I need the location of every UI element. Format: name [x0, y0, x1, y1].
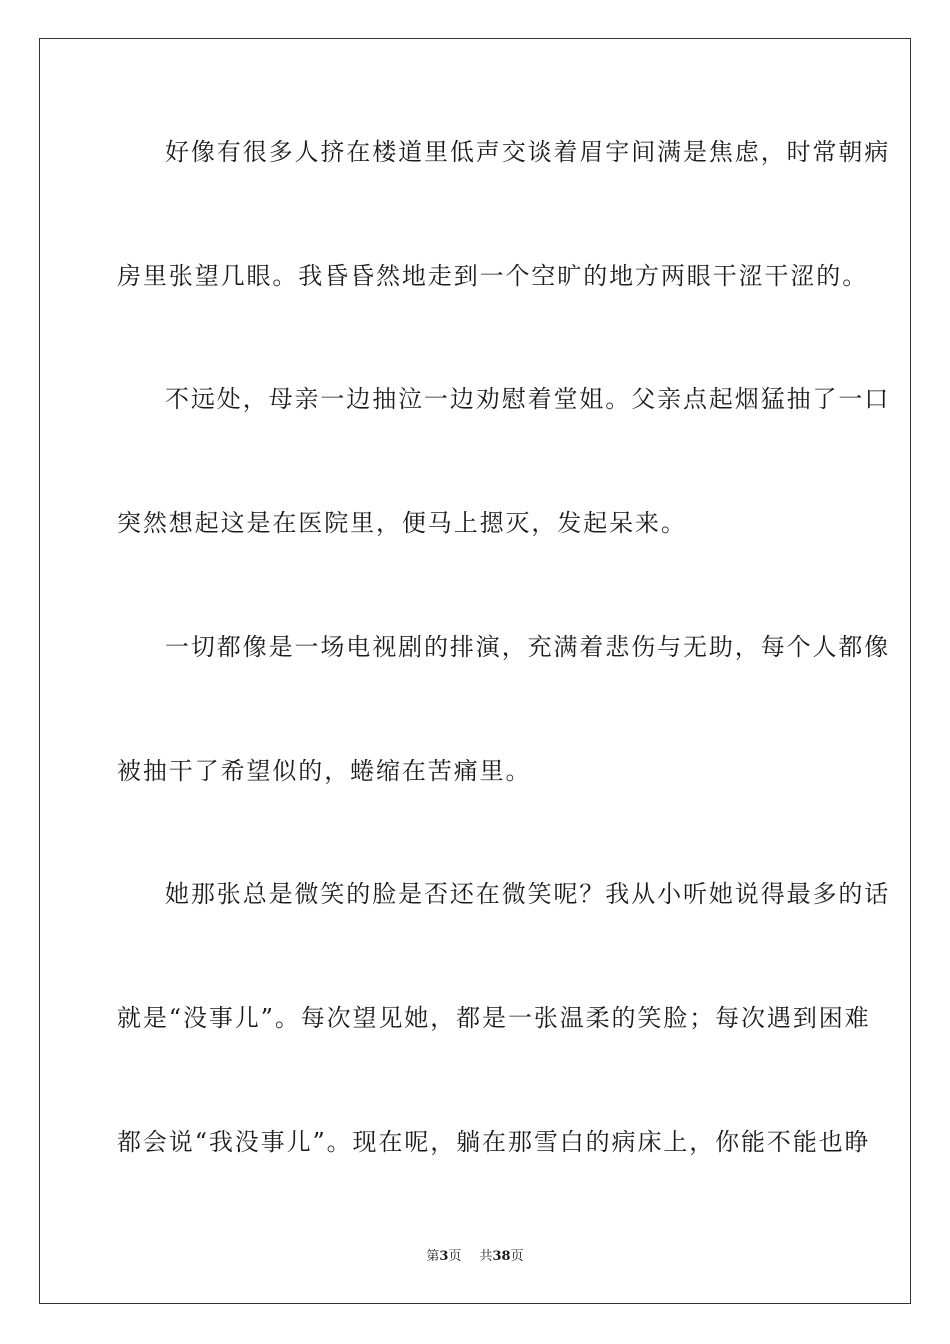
total-label-suffix: 页 [510, 1249, 524, 1264]
current-page-number: 3 [439, 1249, 449, 1264]
paragraph-2-line-1: 不远处，母亲一边抽泣一边劝慰着堂姐。父亲点起烟猛抽了一口 [165, 385, 891, 413]
total-pages-number: 38 [492, 1249, 511, 1264]
page-border [39, 38, 911, 1304]
paragraph-2-line-2: 突然想起这是在医院里，便马上摁灭，发起呆来。 [117, 509, 687, 537]
total-label-prefix: 共 [479, 1249, 493, 1264]
page-footer [0, 1248, 950, 1266]
paragraph-1-line-2: 房里张望几眼。我昏昏然地走到一个空旷的地方两眼干涩干涩的。 [117, 262, 869, 290]
page-label-suffix: 页 [448, 1249, 462, 1264]
paragraph-3-line-1: 一切都像是一场电视剧的排演，充满着悲伤与无助，每个人都像 [165, 633, 891, 661]
page-label-prefix: 第 [426, 1249, 440, 1264]
paragraph-3-line-2: 被抽干了希望似的，蜷缩在苦痛里。 [117, 757, 532, 785]
paragraph-4-line-2: 就是“没事儿”。每次望见她，都是一张温柔的笑脸；每次遇到困难 [117, 1004, 871, 1032]
paragraph-4-line-3: 都会说“我没事儿”。现在呢，躺在那雪白的病床上，你能不能也睁 [117, 1128, 871, 1156]
paragraph-4-line-1: 她那张总是微笑的脸是否还在微笑呢？我从小听她说得最多的话 [165, 880, 891, 908]
paragraph-1-line-1: 好像有很多人挤在楼道里低声交谈着眉宇间满是焦虑，时常朝病 [165, 138, 891, 166]
